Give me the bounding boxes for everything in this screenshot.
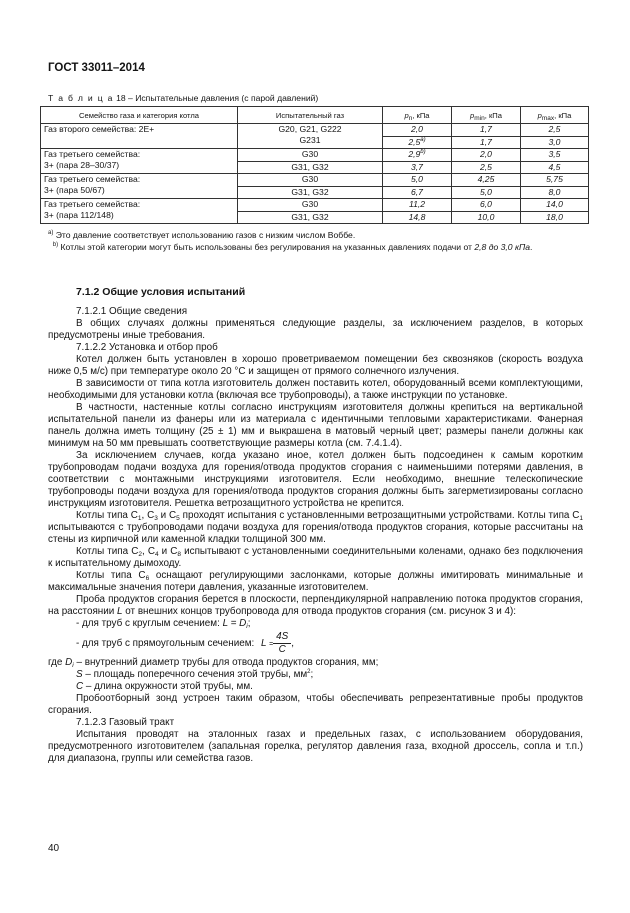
gas-cell: G31, G32	[238, 161, 383, 174]
table-row	[41, 199, 589, 212]
pmax-cell: 3,5	[521, 149, 589, 162]
pn-cell: 14,8	[383, 211, 452, 224]
pn-cell: 2,5$^{a)}$	[383, 136, 452, 149]
pmax-cell: 4,5	[521, 161, 589, 174]
pmin-cell: 5,0	[452, 186, 521, 199]
pn-cell: 2,9$^{b)}$	[383, 149, 452, 162]
paragraph: За исключением случаев, когда указано иное, котел должен быть подсоединен к самым коротким трубопроводам подачи воздуха для горения/отвода продуктов сгорания с наименьшими потерями давления, в соответствии с монтажными инструкциями изготовителя. Если необходимо, внешние телескопические трубопроводы подачи воздуха для горения/отвода продуктов сгорания должны быть загерметизированы согласно инструкциям изготовителя. Решетка ветрозащитного устройства не крепится.	[48, 450, 583, 509]
paragraph: Котел должен быть установлен в хорошо проветриваемом помещении без сквозняков (скорость воздуха ниже 0,5 м/с) при температуре около 20 °С и защищен от прямого солнечного излучения.	[48, 354, 583, 377]
pmax-cell: 8,0	[521, 186, 589, 199]
table-footnotes	[40, 230, 588, 253]
pmax-cell: 18,0	[521, 211, 589, 224]
pn-cell: 6,7	[383, 186, 452, 199]
pmax-cell: 3,0	[521, 136, 589, 149]
family-cell: Газ третьего семейства: 3+ (пара 112/148)	[41, 199, 238, 224]
pmax-cell: 2,5	[521, 124, 589, 137]
paragraph: Котлы типа $С_2$, $С_4$ и $С_8$ испытывают с установленными соединительными коленами, однако без подключения к испытательному дымоходу.	[48, 546, 583, 569]
table-row	[41, 174, 589, 187]
definition: S – площадь поперечного сечения этой трубы, $мм^2$;	[76, 669, 314, 680]
paragraph: Пробоотборный зонд устроен таким образом, чтобы обеспечивать репрезентативные пробы продуктов сгорания.	[48, 693, 583, 716]
header-pmin: $p_{min}$, кПа	[452, 107, 521, 124]
pmin-cell: 2,0	[452, 149, 521, 162]
header-family: Семейство газа и категория котла	[41, 107, 238, 124]
table-row	[41, 149, 589, 162]
caption-text: 18 – Испытательные давления (с парой давлений)	[113, 93, 319, 103]
gas-cell: G20, G21, G222 G231	[238, 124, 383, 149]
list-item: - для труб с прямоугольным сечением: L = $\frac{4S}{C}$ ,	[76, 631, 294, 655]
paragraph: Котлы типа $С_6$ оснащают регулирующими заслонками, которые должны имитировать минимальные и максимальные значения потери давления, указанные изготовителем.	[48, 570, 583, 593]
pn-cell: 11,2	[383, 199, 452, 212]
pmin-cell: 1,7	[452, 136, 521, 149]
pn-cell: 5,0	[383, 174, 452, 187]
family-cell: Газ второго семейства: 2E+	[41, 124, 238, 149]
paragraph: В частности, настенные котлы согласно инструкциям изготовителя должны крепиться на вертикальной испытательной панели из фанеры или из материала с идентичными тепловыми характеристиками. Фанерная панель должна иметь толщину (25 ± 1) мм и выкрашена в матовый черный цвет; размеры панели должны как минимум на 50 мм превышать соответствующие размеры котла (см. 7.4.1.4).	[48, 402, 583, 449]
document-header: ГОСТ 33011–2014	[48, 62, 145, 74]
family-cell: Газ третьего семейства: 3+ (пара 28–30/37)	[41, 149, 238, 174]
pmin-cell: 6,0	[452, 199, 521, 212]
gas-cell: G31, G32	[238, 211, 383, 224]
definition: C – длина окружности этой трубы, мм.	[76, 681, 253, 692]
header-pn: $p_n$, кПа	[383, 107, 452, 124]
gas-cell: G30	[238, 174, 383, 187]
paragraph: Котлы типа $С_1$, $С_3$ и $С_5$ проходят испытания с установленными ветрозащитными устройствами. Котлы типа $С_1$ испытываются с трубопроводами подачи воздуха для горения/отвода продуктов сгорания, которые рассчитаны на стены из кирпичной или каменной кладки толщиной 300 мм.	[48, 510, 583, 545]
header-gas: Испытательный газ	[238, 107, 383, 124]
footnote-a: $^{a)}$ Это давление соответствует использованию газов с низким числом Воббе.	[48, 230, 356, 240]
section-title: 7.1.2 Общие условия испытаний	[76, 286, 246, 298]
header-pmax: $p_{max}$, кПа	[521, 107, 589, 124]
page-number: 40	[48, 843, 60, 854]
gas-cell: G31, G32	[238, 186, 383, 199]
pmin-cell: 2,5	[452, 161, 521, 174]
subsection-heading: 7.1.2.1 Общие сведения	[76, 306, 188, 317]
caption-word: Т а б л и ц а	[48, 93, 114, 103]
pn-cell: 2,0	[383, 124, 452, 137]
pmin-cell: 4,25	[452, 174, 521, 187]
gas-cell: G30	[238, 149, 383, 162]
paragraph: В общих случаях должны применяться следующие разделы, за исключением разделов, в которых предусмотрены иные требования.	[48, 318, 583, 341]
paragraph: В зависимости от типа котла изготовитель должен поставить котел, оборудованный всеми комплектующими, необходимыми для установки котла (включая все трубопроводы), а также инструкции по установке.	[48, 378, 583, 401]
table-header-row	[41, 107, 589, 124]
paragraph: Проба продуктов сгорания берется в плоскости, перпендикулярной направлению потока продуктов сгорания, на расстоянии L от внешних концов трубопровода для отвода продуктов сгорания (см. рисунок 3 и 4):	[48, 594, 583, 617]
table-row	[41, 124, 589, 137]
gas-cell: G30	[238, 199, 383, 212]
definition: где $D_i$ – внутренний диаметр трубы для отвода продуктов сгорания, мм;	[48, 657, 379, 669]
pmax-cell: 14,0	[521, 199, 589, 212]
pmin-cell: 10,0	[452, 211, 521, 224]
family-cell: Газ третьего семейства: 3+ (пара 50/67)	[41, 174, 238, 199]
test-pressure-table	[40, 106, 589, 224]
subsection-heading: 7.1.2.2 Установка и отбор проб	[76, 342, 218, 353]
table-caption	[48, 93, 318, 103]
body-text	[48, 306, 583, 765]
pmax-cell: 5,75	[521, 174, 589, 187]
pmin-cell: 1,7	[452, 124, 521, 137]
list-item: - для труб с круглым сечением: $L = D_i$;	[76, 618, 251, 630]
pn-cell: 3,7	[383, 161, 452, 174]
paragraph: Испытания проводят на эталонных газах и предельных газах, с использованием оборудования, предусмотренного изготовителем (запальная горелка, регулятор давления газа, входной дроссель, сопла и т.п.) для диапазона, группы или семейства газов.	[48, 729, 583, 764]
formula: L = $\frac{4S}{C}$	[261, 631, 291, 656]
subsection-heading: 7.1.2.3 Газовый тракт	[76, 717, 175, 728]
footnote-b: $^{b)}$ Котлы этой категории могут быть использованы без регулирования на указанных давлениях подачи от 2,8 до 3,0 кПа.	[52, 241, 533, 252]
